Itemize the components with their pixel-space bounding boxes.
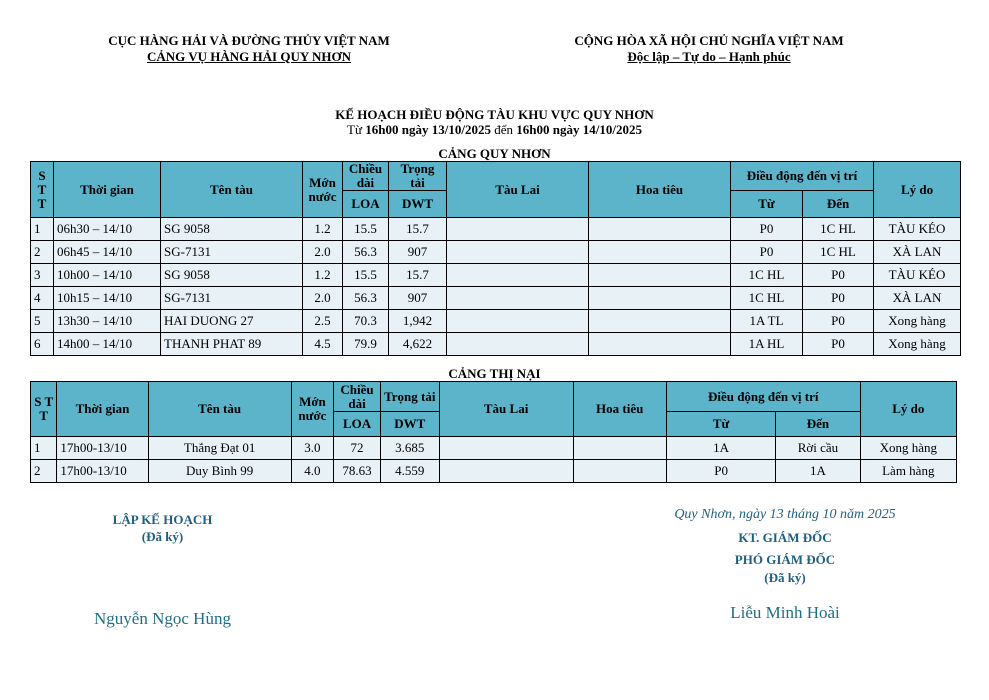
row-draft: 2.0 [303,241,343,264]
header-time: Thời gian [57,382,148,437]
header-length: Chiều dài [334,382,381,412]
header-dwt: DWT [380,412,439,437]
period-to-time: 16h00 ngày 14/10/2025 [516,122,642,137]
row-draft: 4.0 [291,460,334,483]
row-draft: 3.0 [291,437,334,460]
row-dwt: 907 [389,287,447,310]
row-dwt: 1,942 [389,310,447,333]
thi-nai-port-title: CẢNG THỊ NẠI [448,366,541,381]
table-row [31,310,961,333]
row-tug [439,460,573,483]
row-time: 10h15 – 14/10 [54,287,161,310]
row-to: 1A [776,460,860,483]
national-motto: Độc lập – Tự do – Hạnh phúc [627,49,791,64]
header-draft: Mớn nước [303,162,343,218]
table-row [31,264,961,287]
header-stt: S T T [31,382,57,437]
header-tug: Tàu Lai [447,162,589,218]
row-stt: 1 [31,437,57,460]
header-reason: Lý do [860,382,956,437]
header-dwt: DWT [389,191,447,218]
row-ship-name: THANH PHAT 89 [161,333,303,356]
period-to-word: đến [494,122,514,137]
row-stt: 4 [31,287,54,310]
director-title-1: KT. GIÁM ĐỐC [738,530,832,545]
row-to: Rời cầu [776,437,860,460]
row-loa: 72 [334,437,381,460]
agency-name: CỤC HÀNG HẢI VÀ ĐƯỜNG THỦY VIỆT NAM [108,33,390,48]
period-from-time: 16h00 ngày 13/10/2025 [365,122,491,137]
header-draft: Mớn nước [291,382,334,437]
director-title-2: PHÓ GIÁM ĐỐC [734,552,836,567]
row-to: P0 [803,310,874,333]
row-to: P0 [803,333,874,356]
row-loa: 15.5 [343,218,389,241]
header-to: Đến [776,412,860,437]
header-pilot: Hoa tiêu [589,162,731,218]
row-tug [447,218,589,241]
row-reason: Xong hàng [874,310,961,333]
document-period [0,122,989,138]
agency-header [60,33,438,65]
row-stt: 6 [31,333,54,356]
row-stt: 3 [31,264,54,287]
table-row [31,241,961,264]
header-ship-name: Tên tàu [148,382,291,437]
row-tug [447,333,589,356]
row-time: 06h30 – 14/10 [54,218,161,241]
row-tug [447,287,589,310]
row-reason: Xong hàng [860,437,956,460]
row-from: 1A TL [731,310,803,333]
row-dwt: 15.7 [389,218,447,241]
row-ship-name: SG-7131 [161,241,303,264]
header-tug: Tàu Lai [439,382,573,437]
row-from: P0 [666,460,776,483]
row-reason: TÀU KÉO [874,218,961,241]
header-length: Chiều dài [343,162,389,191]
row-from: P0 [731,218,803,241]
header-time: Thời gian [54,162,161,218]
quy-nhon-schedule-table [30,161,961,356]
planner-title: LẬP KẾ HOẠCH [112,512,213,527]
row-dwt: 15.7 [389,264,447,287]
thi-nai-schedule-table [30,381,957,483]
row-draft: 4.5 [303,333,343,356]
header-stt: S T T [31,162,54,218]
document-title: KẾ HOẠCH ĐIỀU ĐỘNG TÀU KHU VỰC QUY NHƠN [335,107,654,122]
row-tug [447,264,589,287]
header-ship-name: Tên tàu [161,162,303,218]
table-row [31,287,961,310]
planner-signature-block [60,510,265,629]
row-ship-name: Thắng Đạt 01 [148,437,291,460]
row-reason: Xong hàng [874,333,961,356]
row-loa: 78.63 [334,460,381,483]
director-signed-note: (Đã ký) [764,570,806,585]
row-pilot [589,287,731,310]
row-dwt: 907 [389,241,447,264]
quy-nhon-port-title: CẢNG QUY NHƠN [438,146,551,161]
row-to: 1C HL [803,218,874,241]
row-ship-name: SG 9058 [161,264,303,287]
row-time: 13h30 – 14/10 [54,310,161,333]
header-to: Đến [803,191,874,218]
port-authority-name: CẢNG VỤ HÀNG HẢI QUY NHƠN [146,49,352,64]
table-row [31,437,957,460]
signing-date: Quy Nhơn, ngày 13 tháng 10 năm 2025 [674,507,896,522]
row-stt: 2 [31,460,57,483]
header-pilot: Hoa tiêu [573,382,666,437]
row-reason: Làm hàng [860,460,956,483]
header-from: Từ [666,412,776,437]
table-row [31,333,961,356]
row-draft: 1.2 [303,264,343,287]
national-header [520,33,898,65]
header-tonnage: Trọng tải [389,162,447,191]
row-tug [447,310,589,333]
row-time: 10h00 – 14/10 [54,264,161,287]
row-pilot [589,241,731,264]
period-from-word: Từ [347,122,363,137]
header-loa: LOA [334,412,381,437]
row-stt: 2 [31,241,54,264]
row-pilot [573,437,666,460]
director-name: Liễu Minh Hoài [730,603,840,622]
row-tug [439,437,573,460]
row-dwt: 3.685 [380,437,439,460]
row-pilot [589,333,731,356]
header-move-to-position: Điều động đến vị trí [666,382,860,412]
row-time: 17h00-13/10 [57,437,148,460]
row-ship-name: HAI DUONG 27 [161,310,303,333]
row-to: P0 [803,287,874,310]
row-stt: 1 [31,218,54,241]
header-reason: Lý do [874,162,961,218]
row-ship-name: SG 9058 [161,218,303,241]
row-from: 1A HL [731,333,803,356]
row-time: 14h00 – 14/10 [54,333,161,356]
row-tug [447,241,589,264]
row-to: 1C HL [803,241,874,264]
row-loa: 56.3 [343,287,389,310]
header-tonnage: Trọng tải [380,382,439,412]
row-draft: 2.5 [303,310,343,333]
table-row [31,460,957,483]
row-reason: XÀ LAN [874,241,961,264]
row-pilot [573,460,666,483]
row-from: P0 [731,241,803,264]
row-loa: 79.9 [343,333,389,356]
row-loa: 15.5 [343,264,389,287]
row-reason: TÀU KÉO [874,264,961,287]
header-from: Từ [731,191,803,218]
row-loa: 56.3 [343,241,389,264]
row-draft: 1.2 [303,218,343,241]
row-dwt: 4,622 [389,333,447,356]
director-signature-block [640,505,930,623]
row-draft: 2.0 [303,287,343,310]
planner-signed-note: (Đã ký) [141,529,184,544]
row-pilot [589,218,731,241]
row-stt: 5 [31,310,54,333]
country-name: CỘNG HÒA XÃ HỘI CHỦ NGHĨA VIỆT NAM [574,33,844,48]
row-from: 1C HL [731,287,803,310]
row-pilot [589,264,731,287]
row-reason: XÀ LAN [874,287,961,310]
row-ship-name: Duy Bình 99 [148,460,291,483]
row-ship-name: SG-7131 [161,287,303,310]
row-to: P0 [803,264,874,287]
row-time: 17h00-13/10 [57,460,148,483]
row-from: 1C HL [731,264,803,287]
row-pilot [589,310,731,333]
row-from: 1A [666,437,776,460]
row-loa: 70.3 [343,310,389,333]
row-time: 06h45 – 14/10 [54,241,161,264]
header-move-to-position: Điều động đến vị trí [731,162,874,191]
row-dwt: 4.559 [380,460,439,483]
planner-name: Nguyễn Ngọc Hùng [94,609,231,628]
table-row [31,218,961,241]
header-loa: LOA [343,191,389,218]
